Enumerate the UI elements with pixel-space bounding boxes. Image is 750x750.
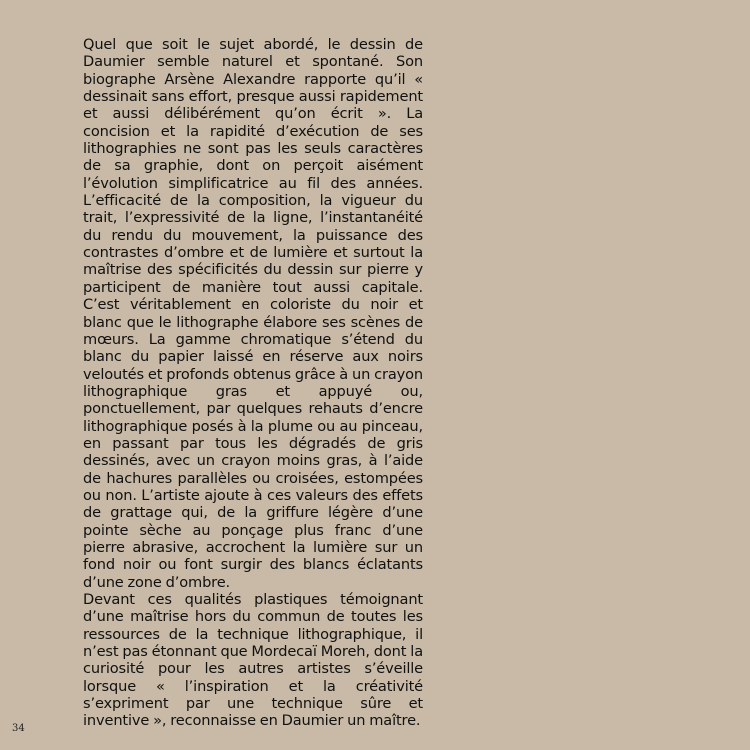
page-number: 34 [12, 723, 25, 734]
body-text [83, 36, 423, 730]
paragraph-1: Quel que soit le sujet abordé, le dessin de Daumier semble naturel et spontané. Son biographe Arsène Alexandre rapporte qu’il « dessinait sans effort, presque aussi rapidement et aussi délibérément qu’on écrit ». La concision et la rapidité d’exécution de ses lithographies ne sont pas les seuls caractères de sa graphie, dont on perçoit aisément l’évolution simplificatrice au fil des années. L’efficacité de la composition, la vigueur du trait, l’expressivité de la ligne, l’instantanéité du rendu du mouvement, la puissance des contrastes d’ombre et de lumière et surtout la maîtrise des spécificités du dessin sur pierre y participent de manière tout aussi capitale. C’est véritablement en coloriste du noir et blanc que le lithographe élabore ses scènes de mœurs. La gamme chromatique s’étend du blanc du papier laissé en réserve aux noirs veloutés et profonds obtenus grâce à un crayon lithographique gras et appuyé ou, ponctuellement, par quelques rehauts d’encre lithographique posés à la plume ou au pinceau, en passant par tous les dégradés de gris dessinés, avec un crayon moins gras, à l’aide de hachures parallèles ou croisées, estompées ou non. L’artiste ajoute à ces valeurs des effets de grattage qui, de la griffure légère d’une pointe sèche au ponçage plus franc d’une pierre abrasive, accrochent la lumière sur un fond noir ou font surgir des blancs éclatants d’une zone d’ombre. [83, 36, 423, 591]
paragraph-2: Devant ces qualités plastiques témoignant d’une maîtrise hors du commun de toutes les ressources de la technique lithographique, il n’est pas étonnant que Mordecaï Moreh, dont la curiosité pour les autres artistes s’éveille lorsque « l’inspiration et la créativité s’expriment par une technique sûre et inventive », reconnaisse en Daumier un maître. [83, 591, 423, 730]
